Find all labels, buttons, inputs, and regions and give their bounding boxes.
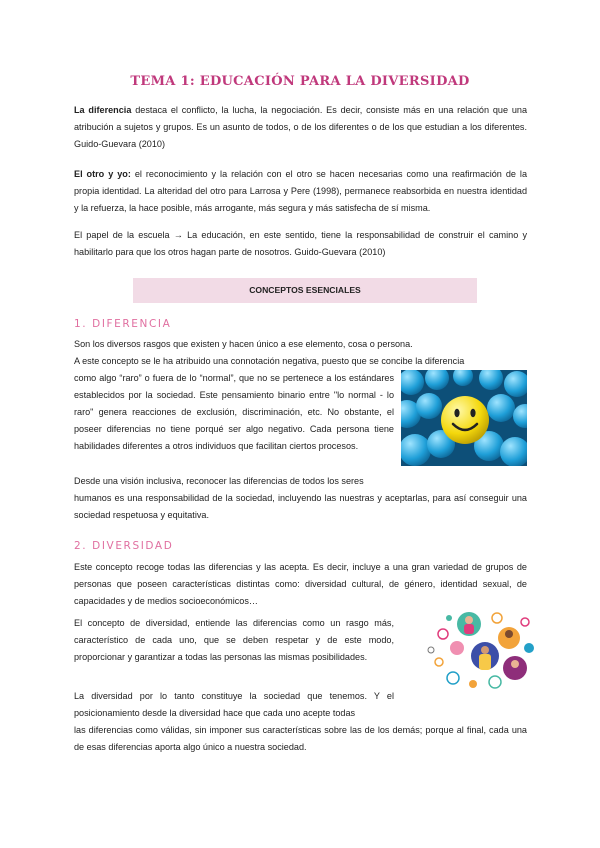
diversidad-paragraph-3-line1: La diversidad por lo tanto constituye la sociedad que tenemos. Y el posicionamiento desde la diversidad hace que cada uno acepte todas xyxy=(74,691,394,718)
diversity-circles-image xyxy=(425,612,535,692)
intro-paragraph-diferencia xyxy=(74,102,527,153)
intro-paragraph-escuela: El papel de la escuela → La educación, en este sentido, tiene la responsabilidad de construir el camino y habilitarlo para que los otros hagan parte de nosotros. Guido-Guevara (2010) xyxy=(74,230,527,257)
intro-text-2: el reconocimiento y la relación con el otro se hacen necesarias como una reafirmación de la propia identidad. La alteridad del otro para Larrosa y Pere (1998), permanece reabsorbida en nuestra identidad y la refuerza, la hace posible, más arrogante, más segura y más satisfecha de sí misma. xyxy=(74,169,527,213)
diferencia-paragraph-3-line1: Desde una visión inclusiva, reconocer las diferencias de todos los seres xyxy=(74,476,364,486)
diferencia-paragraph-1: Son los diversos rasgos que existen y hacen único a ese elemento, cosa o persona. xyxy=(74,339,413,349)
section-banner: CONCEPTOS ESENCIALES xyxy=(133,278,477,303)
intro-text-1: destaca el conflicto, la lucha, la negociación. Es decir, consiste más en una relación que una atribución a sujetos y grupos. Es un asunto de todos, o de los diferentes o de los que estudian a los diferentes. Guido-Guevara (2010) xyxy=(74,105,527,149)
diferencia-paragraph-2: como algo “raro” o fuera de lo “normal”, que no se pertenece a los estándares establecidos por la sociedad. Este pensamiento binario entre "lo normal - lo raro" genera reacciones de exclusión, discriminación, etc. No obstante, el poseer diferencias no tiene porqué ser algo negativo. Cada persona tiene habilidades diferentes a otros individuos que facilitan ciertos procesos. xyxy=(74,373,394,451)
diferencia-paragraph-2-line1: A este concepto se le ha atribuido una connotación negativa, puesto que se concibe la diferencia xyxy=(74,356,465,366)
diversidad-paragraph-1: Este concepto recoge todas las diferencias y las acepta. Es decir, incluye a una gran variedad de grupos de personas que poseen características distintas como: diversidad cultural, de género, identidad sexual, de capacidades y de medios socioeconómicos… xyxy=(74,562,527,606)
section-heading-diferencia: 1. DIFERENCIA xyxy=(74,318,172,330)
intro-paragraph-otro xyxy=(74,166,527,217)
page-title: TEMA 1: EDUCACIÓN PARA LA DIVERSIDAD xyxy=(130,74,470,89)
diferencia-paragraph-3: humanos es una responsabilidad de la sociedad, incluyendo las nuestras y aceptarlas, para así conseguir una sociedad respetuosa y equitativa. xyxy=(74,493,527,520)
term-diferencia: La diferencia xyxy=(74,105,132,115)
smiley-balls-image xyxy=(401,370,527,466)
diversidad-paragraph-3: las diferencias como válidas, sin imponer sus características sobre las de los demás; porque al final, cada una de esas diferencias aporta algo único a nuestra sociedad. xyxy=(74,725,527,752)
section-heading-diversidad: 2. DIVERSIDAD xyxy=(74,540,174,552)
diversidad-paragraph-2: El concepto de diversidad, entiende las diferencias como un rasgo más, característico de cada uno, que se deben respetar y de este modo, proporcionar y garantizar a todas las personas las mismas posibilidades. xyxy=(74,618,394,662)
term-otro-y-yo: El otro y yo: xyxy=(74,169,131,179)
